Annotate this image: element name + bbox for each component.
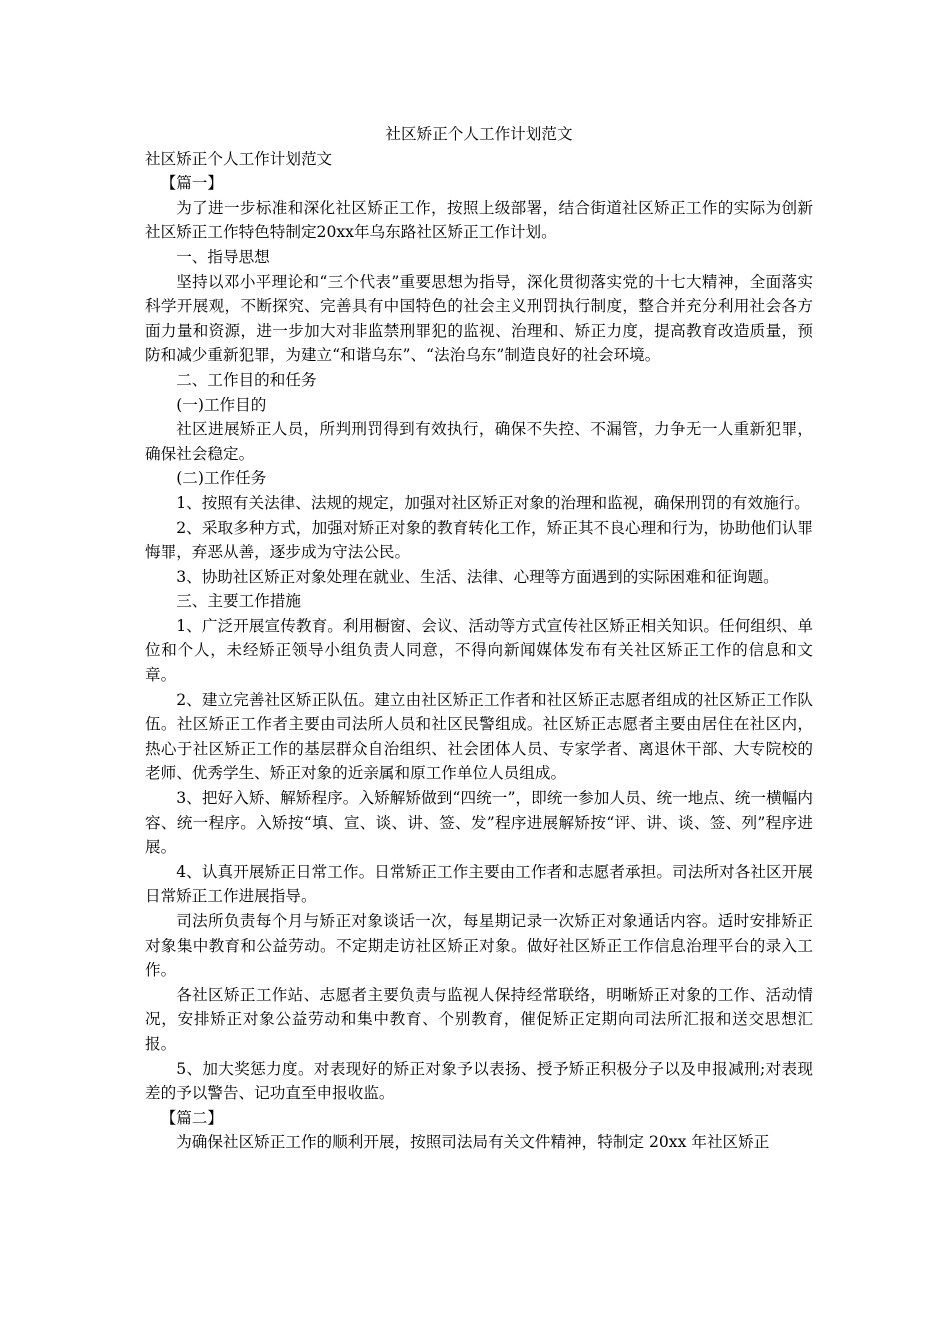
paragraph-measure-4-detail-1: 司法所负责每个月与矫正对象谈话一次，每星期记录一次矫正对象通话内容。适时安排矫正对象集中教育和公益劳动。不定期走访社区矫正对象。做好社区矫正工作信息治理平台的录入工作。 <box>145 912 813 980</box>
paragraph-measure-3: 3、把好入矫、解矫程序。入矫解矫做到“四统一”，即统一参加人员、统一地点、统一横幅内容、统一程序。入矫按“填、宣、谈、讲、签、发”程序进展解矫按“评、讲、谈、签、列”程序进展。 <box>145 789 813 857</box>
subheading-goals: (一)工作目的 <box>176 395 267 414</box>
paragraph-task-2: 2、采取多种方式，加强对矫正对象的教育转化工作，矫正其不良心理和行为，协助他们认罪悔罪，弃恶从善，逐步成为守法公民。 <box>145 518 813 562</box>
paragraph-section-2-intro: 为确保社区矫正工作的顺利开展，按照司法局有关文件精神，特制定 20xx 年社区矫正 <box>176 1133 770 1152</box>
paragraph-measure-2: 2、建立完善社区矫正队伍。建立由社区矫正工作者和社区矫正志愿者组成的社区矫正工作队伍。社区矫正工作者主要由司法所人员和社区民警组成。社区矫正志愿者主要由居住在社区内，热心于社区矫正工作的基层群众自治组织、社会团体人员、专家学者、离退休干部、大专院校的老师、优秀学生、矫正对象的近亲属和原工作单位人员组成。 <box>145 690 813 783</box>
paragraph-measure-4: 4、认真开展矫正日常工作。日常矫正工作主要由工作者和志愿者承担。司法所对各社区开展日常矫正工作进展指导。 <box>145 862 813 906</box>
paragraph-goals: 社区进展矫正人员，所判刑罚得到有效执行，确保不失控、不漏管，力争无一人重新犯罪，确保社会稳定。 <box>145 420 813 463</box>
heading-goals-tasks: 二、工作目的和任务 <box>176 370 317 389</box>
document-page <box>145 122 813 1155</box>
heading-guiding-ideology: 一、指导思想 <box>176 247 270 266</box>
document-subtitle: 社区矫正个人工作计划范文 <box>145 149 333 168</box>
section-marker-1: 【篇一】 <box>160 174 223 193</box>
section-marker-2: 【篇二】 <box>160 1108 223 1127</box>
heading-main-measures: 三、主要工作措施 <box>176 592 301 611</box>
document-title: 社区矫正个人工作计划范文 <box>385 125 573 143</box>
paragraph-task-3: 3、协助社区矫正对象处理在就业、生活、法律、心理等方面遇到的实际困难和征询题。 <box>176 567 779 586</box>
subheading-tasks: (二)工作任务 <box>176 469 267 488</box>
paragraph-measure-1: 1、广泛开展宣传教育。利用橱窗、会议、活动等方式宣传社区矫正相关知识。任何组织、单位和个人，未经矫正领导小组负责人同意，不得向新闻媒体发布有关社区矫正工作的信息和文章。 <box>145 616 813 685</box>
paragraph-measure-4-detail-2: 各社区矫正工作站、志愿者主要负责与监视人保持经常联络，明晰矫正对象的工作、活动情况，安排矫正对象公益劳动和集中教育、个别教育，催促矫正定期向司法所汇报和送交思想汇报。 <box>145 985 813 1053</box>
intro-paragraph: 为了进一步标准和深化社区矫正工作，按照上级部署，结合街道社区矫正工作的实际为创新社区矫正工作特色特制定20xx年乌东路社区矫正工作计划。 <box>145 198 813 242</box>
paragraph-guiding-ideology: 坚持以邓小平理论和“三个代表”重要思想为指导，深化贯彻落实党的十七大精神，全面落实科学开展观，不断探究、完善具有中国特色的社会主义刑罚执行制度，整合并充分利用社会各方面力量和资源，进一步加大对非监禁刑罪犯的监视、治理和、矫正力度，提高教育改造质量，预防和减少重新犯罪，为建立“和谐乌东”、“法治乌东”制造良好的社会环境。 <box>145 272 813 365</box>
paragraph-measure-5: 5、加大奖惩力度。对表现好的矫正对象予以表扬、授予矫正积极分子以及申报减刑;对表现差的予以警告、记功直至申报收监。 <box>145 1059 813 1103</box>
paragraph-task-1: 1、按照有关法律、法规的规定，加强对社区矫正对象的治理和监视，确保刑罚的有效施行。 <box>176 493 810 512</box>
